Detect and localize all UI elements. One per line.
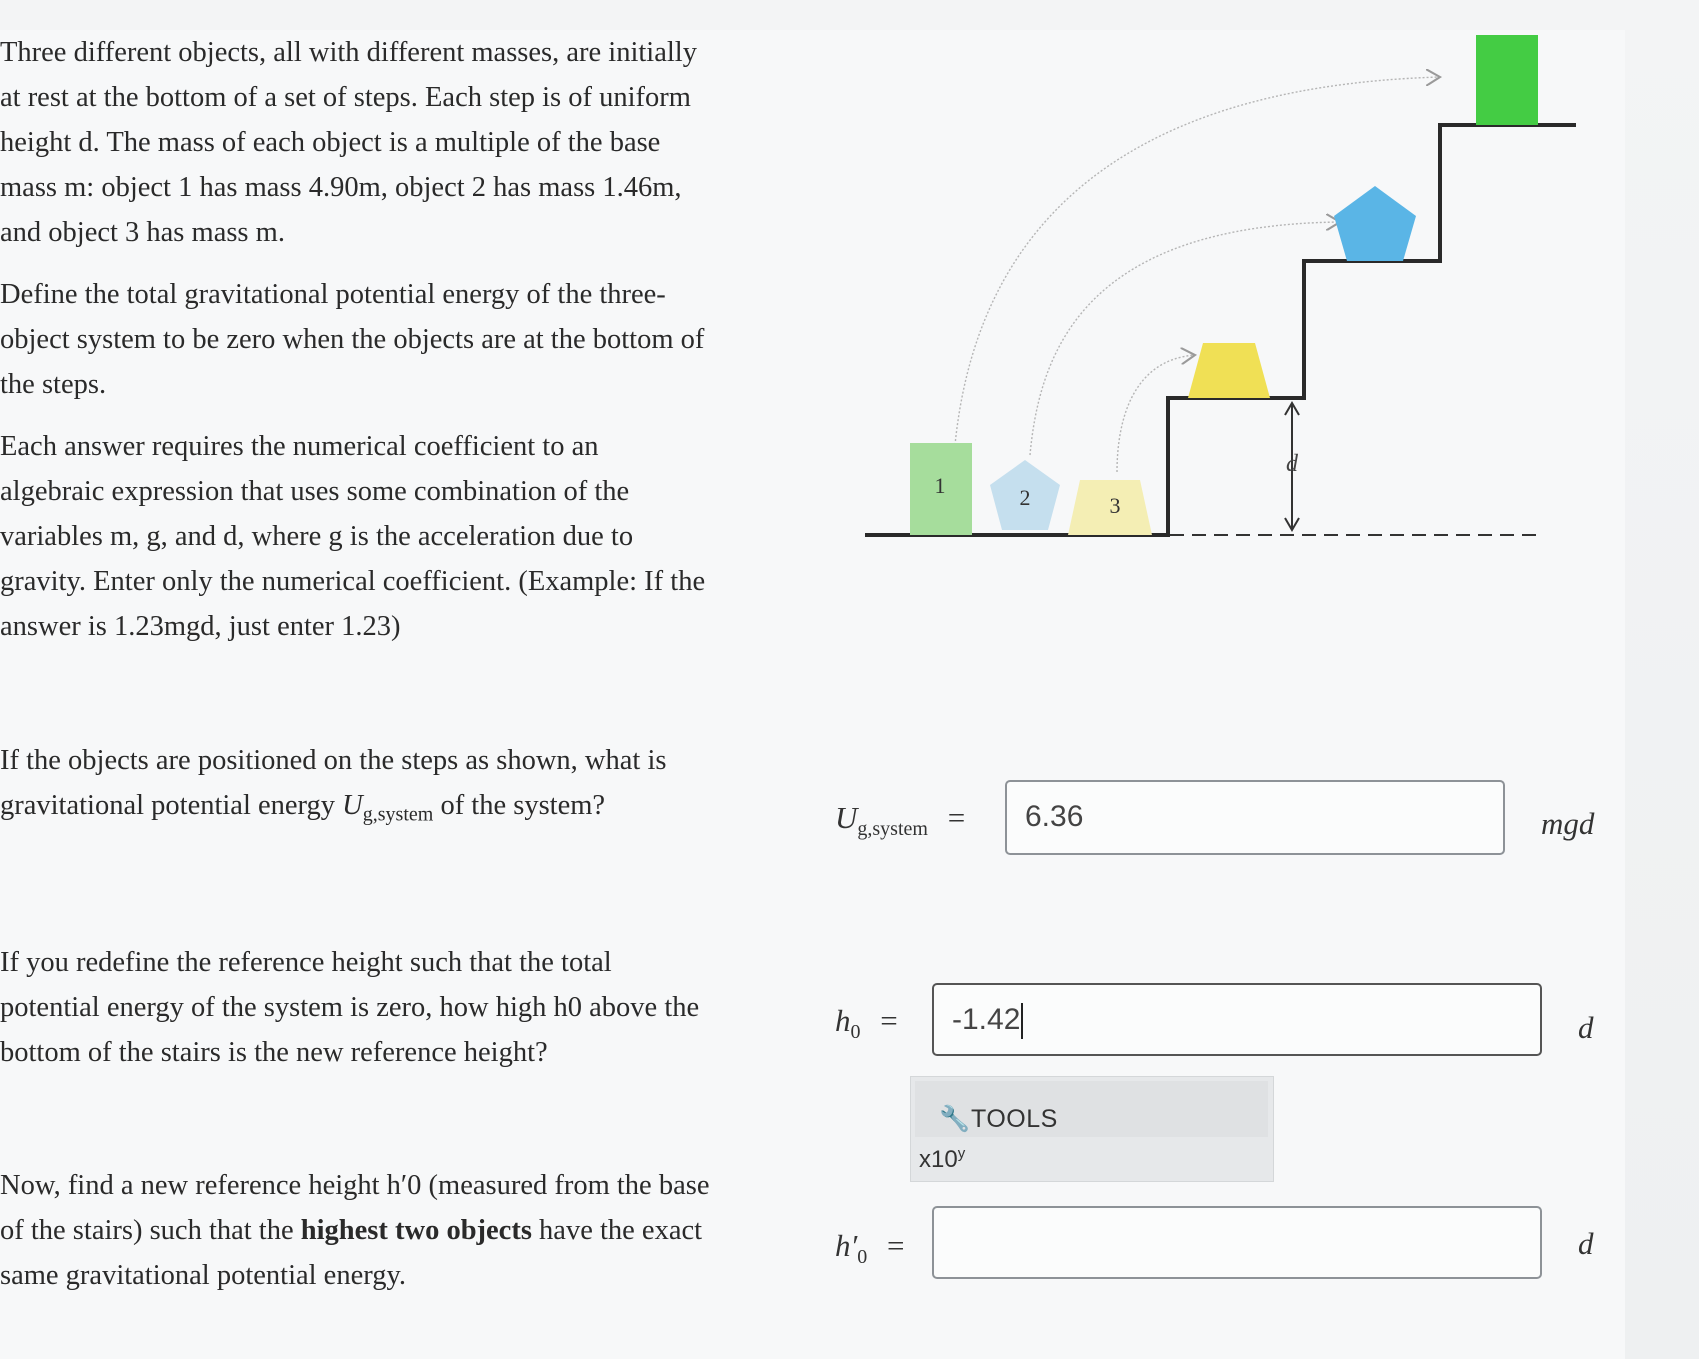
q3-answer-input[interactable] <box>932 1206 1542 1279</box>
q2-unit: d <box>1578 1010 1594 1045</box>
step-height-label: d <box>1286 451 1298 477</box>
text-cursor <box>1021 1003 1023 1039</box>
question-1-text: If the objects are positioned on the steps as shown, what is gravitational potential energy $U_{g,system}$ of the system? <box>0 745 667 826</box>
question-3-text: Now, find a new reference height h′0 (measured from the base of the stairs) such that the highest two objects have the exact same gravitational potential energy. <box>0 1170 710 1291</box>
q1-answer-input[interactable]: 6.36 <box>1005 780 1505 855</box>
q1-unit: mgd <box>1541 806 1595 841</box>
q3-answer-label: $h'_0$ = <box>835 1228 905 1269</box>
q2-answer-input[interactable]: -1.42 <box>932 983 1542 1056</box>
trajectory-arrow-3 <box>1117 355 1195 472</box>
object-3-on-step <box>1188 343 1270 398</box>
question-2-text: If you redefine the reference height such that the total potential energy of the system is zero, how high h0 above the bottom of the stairs is the new reference height? <box>0 947 700 1068</box>
q1-answer-label: $U_{g,system}$ = <box>835 800 966 841</box>
trajectory-arrow-2 <box>1030 222 1340 455</box>
scientific-notation-button[interactable]: x10$^y$ <box>919 1145 966 1173</box>
object-1-label: 1 <box>934 473 946 498</box>
tools-label: TOOLS <box>971 1105 1058 1133</box>
object-3-label: 3 <box>1109 493 1121 518</box>
tools-panel <box>910 1076 1274 1182</box>
tools-toggle[interactable] <box>915 1081 1268 1137</box>
wrench-icon: 🔧 <box>939 1105 971 1133</box>
intro-paragraph-3: Each answer requires the numerical coefficient to an algebraic expression that uses some combination of the variables m, g, and d, where g is the acceleration due to gravity. Enter only the numerical coefficient. (Example: If the answer is 1.23mgd, just enter 1.23) <box>0 431 706 642</box>
object-1-on-step <box>1476 35 1538 125</box>
object-2-on-step <box>1334 186 1416 261</box>
q3-unit: d <box>1578 1226 1594 1261</box>
object-2-label: 2 <box>1019 485 1031 510</box>
intro-paragraph-1: Three different objects, all with different masses, are initially at rest at the bottom of a set of steps. Each step is of uniform height d. The mass of each object is a multiple of the base mass m: object 1 has mass 4.90m, object 2 has mass 1.46m, and object 3 has mass m. <box>0 37 697 248</box>
steps-diagram <box>840 25 1600 555</box>
intro-paragraph-2: Define the total gravitational potential energy of the three- object system to be zero when the objects are at the bottom of the steps. <box>0 279 705 400</box>
q2-answer-label: $h_0$ = <box>835 1003 898 1044</box>
